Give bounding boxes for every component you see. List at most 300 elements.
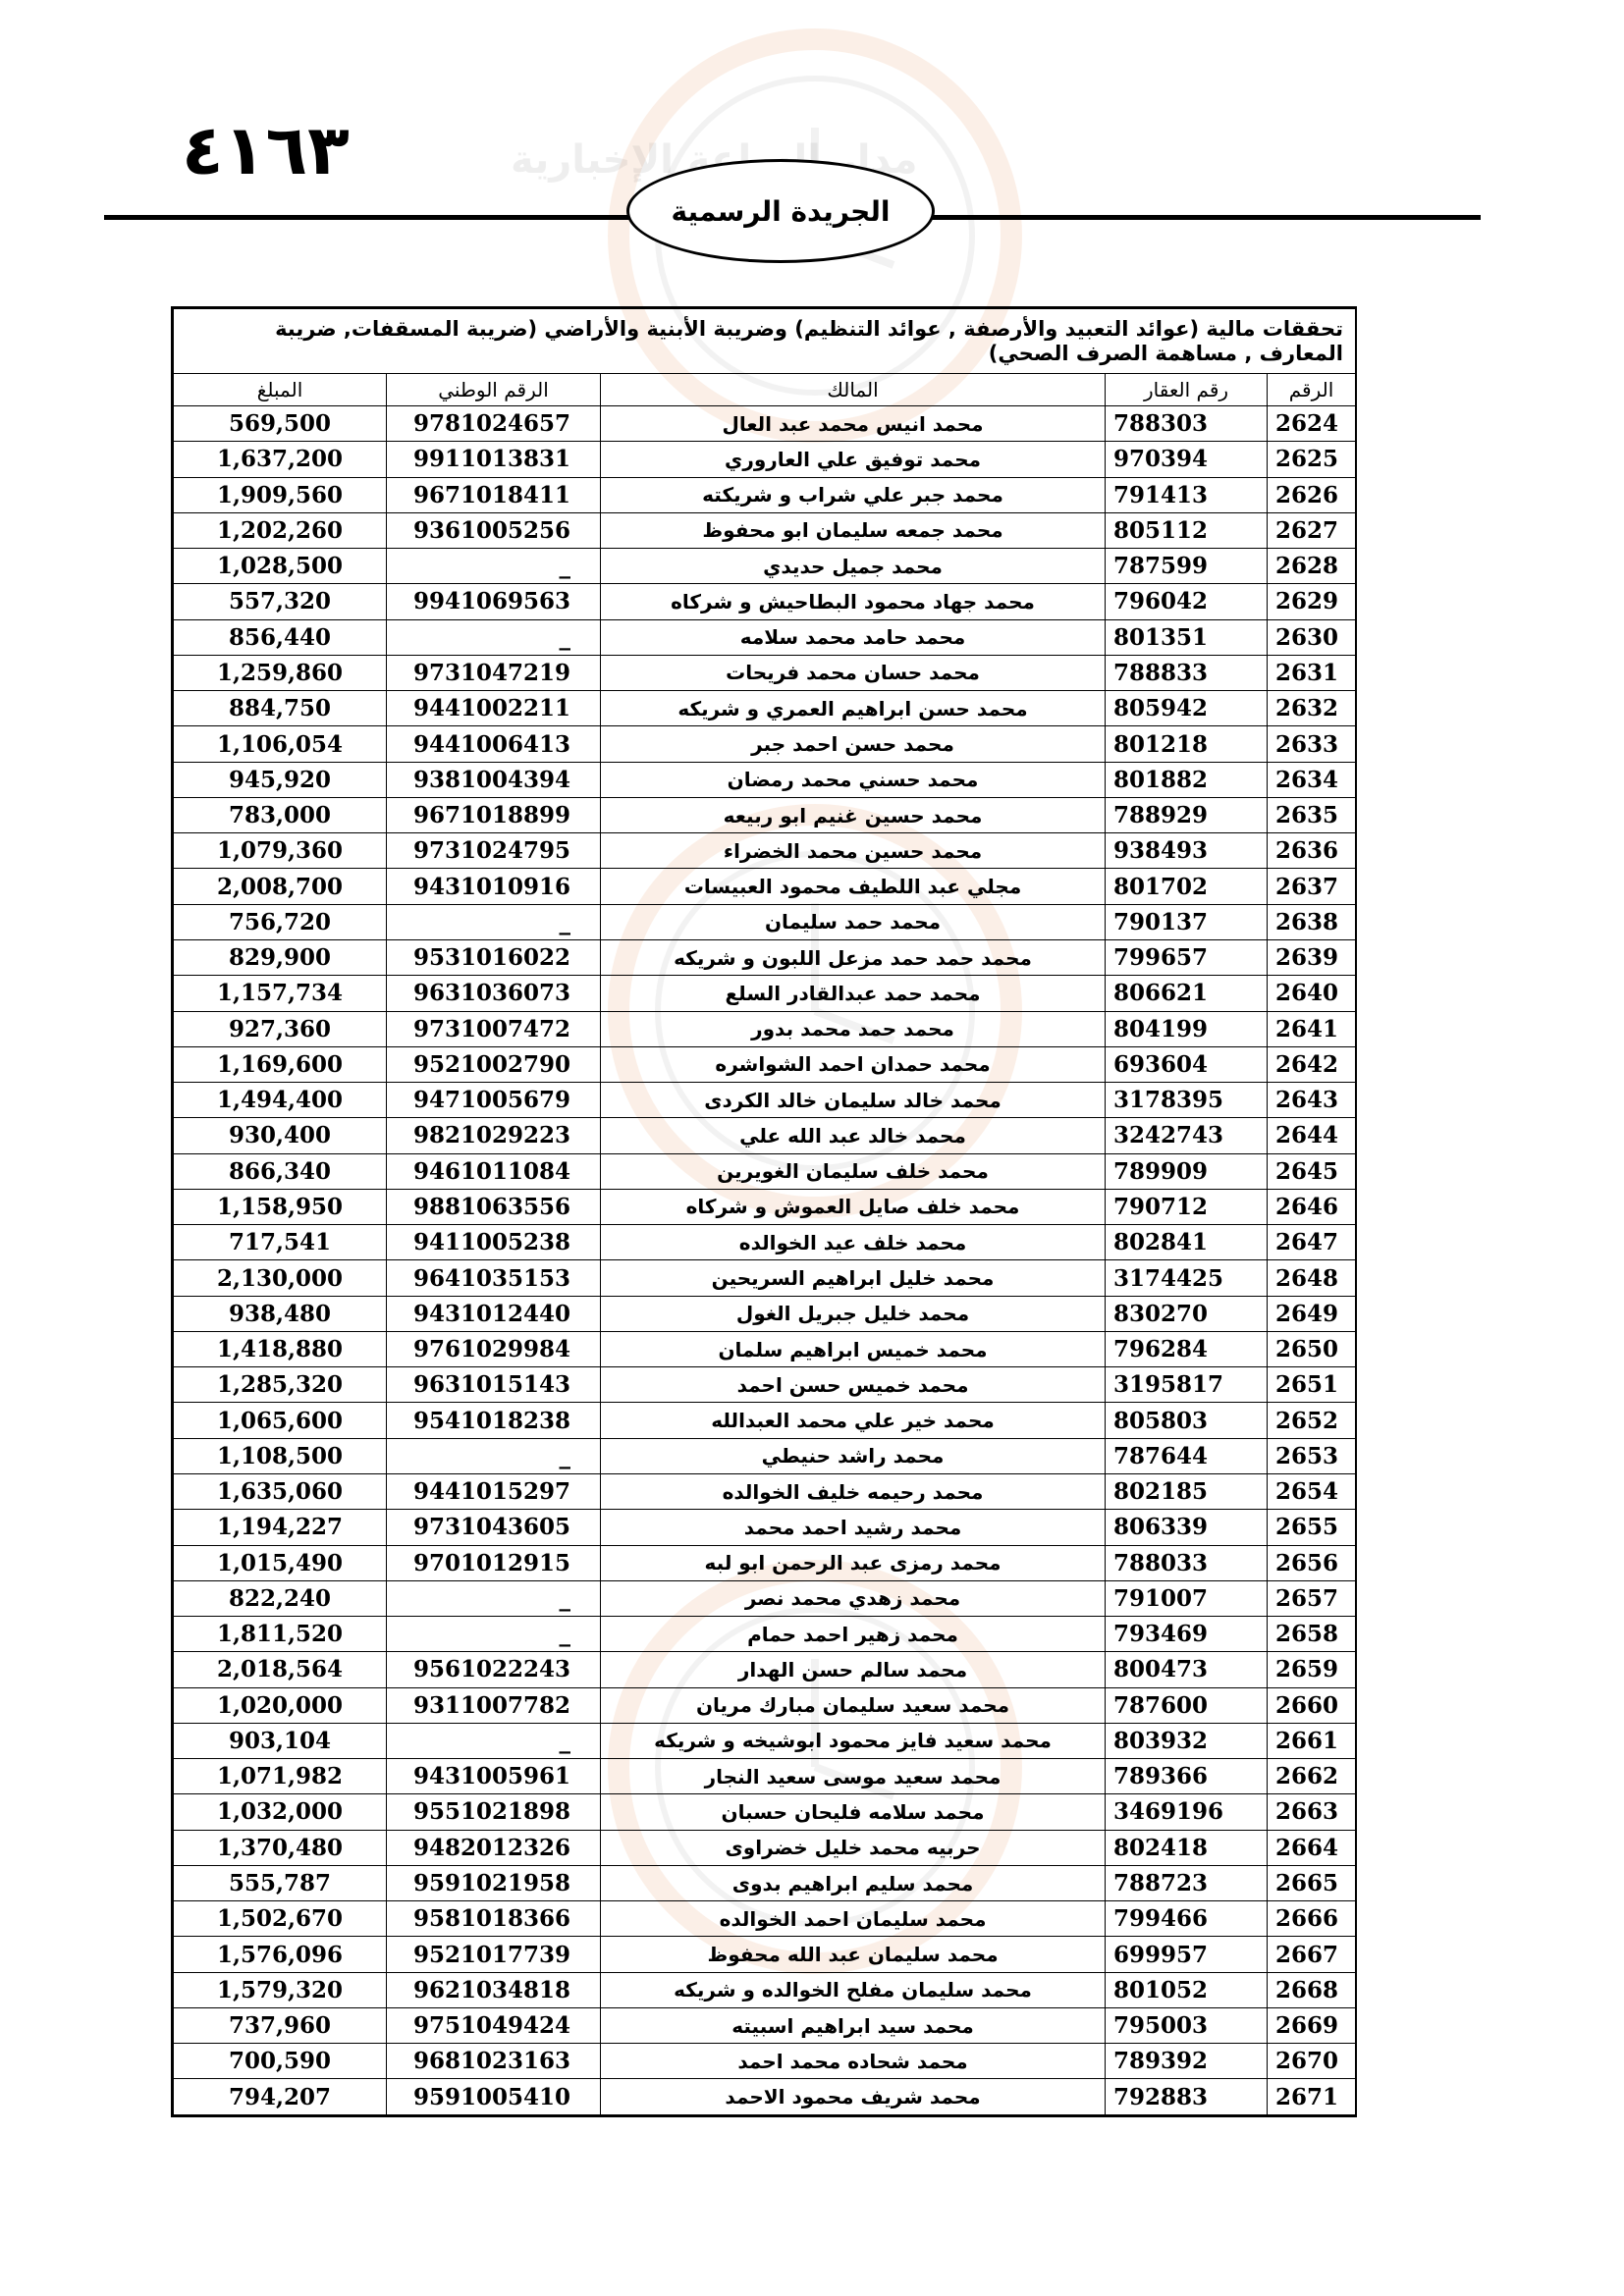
cell-property: 787600 xyxy=(1106,1687,1268,1723)
cell-national-id: 9701012915 xyxy=(387,1545,601,1580)
cell-no: 2647 xyxy=(1268,1225,1356,1260)
cell-amount: 1,106,054 xyxy=(174,726,387,762)
cell-owner: محمد سليمان احمد الخوالده xyxy=(601,1901,1106,1937)
cell-no: 2665 xyxy=(1268,1865,1356,1900)
cell-no: 2655 xyxy=(1268,1510,1356,1545)
cell-no: 2660 xyxy=(1268,1687,1356,1723)
cell-national-id: 9911013831 xyxy=(387,442,601,477)
cell-national-id: 9591021958 xyxy=(387,1865,601,1900)
cell-owner: محمد سليم ابراهيم بدوى xyxy=(601,1865,1106,1900)
cell-amount: 1,635,060 xyxy=(174,1473,387,1509)
table-row xyxy=(174,1331,1356,1366)
cell-owner: محمد رحيمه خليف الخوالده xyxy=(601,1473,1106,1509)
cell-national-id: 9521017739 xyxy=(387,1937,601,1972)
cell-no: 2642 xyxy=(1268,1046,1356,1082)
cell-amount: 938,480 xyxy=(174,1296,387,1331)
table-row xyxy=(174,1296,1356,1331)
cell-owner: محمد حسني محمد رمضان xyxy=(601,762,1106,797)
cell-national-id: 9631036073 xyxy=(387,976,601,1011)
cell-no: 2663 xyxy=(1268,1794,1356,1830)
cell-property: 799466 xyxy=(1106,1901,1268,1937)
cell-national-id: _ xyxy=(387,1580,601,1616)
table-row xyxy=(174,1687,1356,1723)
cell-no: 2654 xyxy=(1268,1473,1356,1509)
cell-property: 788929 xyxy=(1106,797,1268,832)
cell-no: 2630 xyxy=(1268,619,1356,655)
cell-national-id: _ xyxy=(387,549,601,584)
cell-national-id: 9411005238 xyxy=(387,1225,601,1260)
cell-owner: محمد سعيد سليمان مبارك مريان xyxy=(601,1687,1106,1723)
cell-owner: محمد سعيد فايز محمود ابوشيخه و شريكه xyxy=(601,1723,1106,1758)
table-row xyxy=(174,549,1356,584)
cell-owner: محمد حمد عبدالقادر السلع xyxy=(601,976,1106,1011)
table-row xyxy=(174,584,1356,619)
cell-amount: 1,637,200 xyxy=(174,442,387,477)
cell-property: 3242743 xyxy=(1106,1118,1268,1153)
cell-owner: محمد خميس حسن احمد xyxy=(601,1367,1106,1403)
cell-owner: محمد خالد عبد الله علي xyxy=(601,1118,1106,1153)
cell-national-id: 9541018238 xyxy=(387,1403,601,1438)
cell-property: 788033 xyxy=(1106,1545,1268,1580)
cell-national-id: 9941069563 xyxy=(387,584,601,619)
cell-national-id: 9591005410 xyxy=(387,2079,601,2115)
cell-no: 2666 xyxy=(1268,1901,1356,1937)
cell-no: 2658 xyxy=(1268,1617,1356,1652)
cell-property: 788303 xyxy=(1106,406,1268,442)
cell-national-id: 9361005256 xyxy=(387,512,601,548)
cell-amount: 555,787 xyxy=(174,1865,387,1900)
cell-amount: 1,157,734 xyxy=(174,976,387,1011)
table-row xyxy=(174,939,1356,975)
cell-amount: 756,720 xyxy=(174,904,387,939)
cell-owner: محمد خليل ابراهيم السريحين xyxy=(601,1260,1106,1296)
cell-no: 2640 xyxy=(1268,976,1356,1011)
cell-owner: محمد جهاد محمود البطاحيش و شركاه xyxy=(601,584,1106,619)
cell-property: 801702 xyxy=(1106,869,1268,904)
cell-national-id: 9681023163 xyxy=(387,2044,601,2079)
cell-amount: 1,071,982 xyxy=(174,1759,387,1794)
cell-property: 693604 xyxy=(1106,1046,1268,1082)
cell-amount: 1,370,480 xyxy=(174,1830,387,1865)
table-row xyxy=(174,477,1356,512)
cell-amount: 1,494,400 xyxy=(174,1083,387,1118)
cell-no: 2671 xyxy=(1268,2079,1356,2115)
cell-property: 791413 xyxy=(1106,477,1268,512)
cell-no: 2649 xyxy=(1268,1296,1356,1331)
cell-no: 2635 xyxy=(1268,797,1356,832)
cell-property: 806621 xyxy=(1106,976,1268,1011)
header-no: الرقم xyxy=(1268,374,1356,406)
table-body xyxy=(174,406,1356,2115)
cell-property: 801052 xyxy=(1106,1972,1268,2007)
cell-no: 2668 xyxy=(1268,1972,1356,2007)
table-row xyxy=(174,1545,1356,1580)
cell-no: 2657 xyxy=(1268,1580,1356,1616)
cell-no: 2632 xyxy=(1268,691,1356,726)
cell-no: 2634 xyxy=(1268,762,1356,797)
cell-amount: 1,811,520 xyxy=(174,1617,387,1652)
cell-owner: محمد سليمان عبد الله محفوظ xyxy=(601,1937,1106,1972)
cell-owner: حربيه محمد خليل خضراوى xyxy=(601,1830,1106,1865)
records-table xyxy=(173,308,1356,2115)
cell-owner: محمد سالم حسن الهدار xyxy=(601,1652,1106,1687)
table-row xyxy=(174,512,1356,548)
cell-national-id: 9671018899 xyxy=(387,797,601,832)
cell-amount: 1,285,320 xyxy=(174,1367,387,1403)
cell-no: 2631 xyxy=(1268,655,1356,690)
cell-national-id: 9551021898 xyxy=(387,1794,601,1830)
cell-amount: 866,340 xyxy=(174,1153,387,1189)
cell-property: 793469 xyxy=(1106,1617,1268,1652)
cell-property: 699957 xyxy=(1106,1937,1268,1972)
cell-property: 3178395 xyxy=(1106,1083,1268,1118)
cell-national-id: 9821029223 xyxy=(387,1118,601,1153)
records-table-wrapper xyxy=(171,306,1357,2117)
cell-national-id: 9471005679 xyxy=(387,1083,601,1118)
cell-owner: محمد حسين غنيم ابو ربيعه xyxy=(601,797,1106,832)
cell-no: 2656 xyxy=(1268,1545,1356,1580)
cell-owner: محمد خلف صايل العموش و شركاه xyxy=(601,1189,1106,1224)
cell-property: 830270 xyxy=(1106,1296,1268,1331)
cell-national-id: _ xyxy=(387,1438,601,1473)
cell-national-id: 9731024795 xyxy=(387,833,601,869)
cell-amount: 903,104 xyxy=(174,1723,387,1758)
cell-owner: محمد شريف محمود الاحمد xyxy=(601,2079,1106,2115)
cell-amount: 829,900 xyxy=(174,939,387,975)
table-row xyxy=(174,976,1356,1011)
cell-property: 805112 xyxy=(1106,512,1268,548)
table-row xyxy=(174,726,1356,762)
cell-amount: 557,320 xyxy=(174,584,387,619)
cell-amount: 1,108,500 xyxy=(174,1438,387,1473)
cell-national-id: 9761029984 xyxy=(387,1331,601,1366)
header-owner: المالك xyxy=(601,374,1106,406)
cell-owner: محمد انيس محمد عبد العال xyxy=(601,406,1106,442)
table-row xyxy=(174,1794,1356,1830)
table-row xyxy=(174,1652,1356,1687)
cell-property: 788723 xyxy=(1106,1865,1268,1900)
cell-owner: مجلي عبد اللطيف محمود العبيسات xyxy=(601,869,1106,904)
cell-property: 803932 xyxy=(1106,1723,1268,1758)
cell-property: 789366 xyxy=(1106,1759,1268,1794)
table-row xyxy=(174,1403,1356,1438)
cell-owner: محمد توفيق علي العاروري xyxy=(601,442,1106,477)
caption-row xyxy=(174,309,1356,374)
cell-amount: 1,502,670 xyxy=(174,1901,387,1937)
cell-amount: 1,079,360 xyxy=(174,833,387,869)
watermark-text: مدار الساعة الإخبارية xyxy=(511,137,918,183)
cell-national-id: 9431010916 xyxy=(387,869,601,904)
cell-amount: 1,065,600 xyxy=(174,1403,387,1438)
cell-national-id: 9381004394 xyxy=(387,762,601,797)
cell-amount: 2,008,700 xyxy=(174,869,387,904)
table-row xyxy=(174,1011,1356,1046)
table-row xyxy=(174,1937,1356,1972)
cell-national-id: 9731043605 xyxy=(387,1510,601,1545)
table-row xyxy=(174,797,1356,832)
cell-property: 970394 xyxy=(1106,442,1268,477)
cell-property: 796284 xyxy=(1106,1331,1268,1366)
cell-amount: 822,240 xyxy=(174,1580,387,1616)
cell-national-id: 9881063556 xyxy=(387,1189,601,1224)
cell-owner: محمد خميس ابراهيم سلمان xyxy=(601,1331,1106,1366)
cell-no: 2646 xyxy=(1268,1189,1356,1224)
table-row xyxy=(174,1580,1356,1616)
cell-property: 801882 xyxy=(1106,762,1268,797)
table-row xyxy=(174,1189,1356,1224)
cell-national-id: 9731047219 xyxy=(387,655,601,690)
cell-national-id: 9431012440 xyxy=(387,1296,601,1331)
cell-owner: محمد راشد حنيطي xyxy=(601,1438,1106,1473)
cell-amount: 1,202,260 xyxy=(174,512,387,548)
cell-national-id: 9751049424 xyxy=(387,2007,601,2043)
table-row xyxy=(174,904,1356,939)
cell-amount: 930,400 xyxy=(174,1118,387,1153)
cell-no: 2650 xyxy=(1268,1331,1356,1366)
cell-amount: 700,590 xyxy=(174,2044,387,2079)
cell-owner: محمد زهير احمد حمام xyxy=(601,1617,1106,1652)
cell-amount: 1,169,600 xyxy=(174,1046,387,1082)
cell-no: 2669 xyxy=(1268,2007,1356,2043)
cell-property: 938493 xyxy=(1106,833,1268,869)
cell-owner: محمد زهدي محمد نصر xyxy=(601,1580,1106,1616)
header-row xyxy=(174,374,1356,406)
cell-owner: محمد جمعه سليمان ابو محفوظ xyxy=(601,512,1106,548)
cell-owner: محمد حمد محمد بدور xyxy=(601,1011,1106,1046)
cell-national-id: _ xyxy=(387,1617,601,1652)
cell-owner: محمد رمزى عبد الرحمن ابو لبه xyxy=(601,1545,1106,1580)
cell-owner: محمد سعيد موسى سعيد النجار xyxy=(601,1759,1106,1794)
cell-property: 801351 xyxy=(1106,619,1268,655)
cell-national-id: 9311007782 xyxy=(387,1687,601,1723)
table-row xyxy=(174,2044,1356,2079)
table-row xyxy=(174,1473,1356,1509)
cell-amount: 1,576,096 xyxy=(174,1937,387,1972)
cell-national-id: _ xyxy=(387,904,601,939)
cell-no: 2633 xyxy=(1268,726,1356,762)
cell-property: 3174425 xyxy=(1106,1260,1268,1296)
cell-national-id: 9482012326 xyxy=(387,1830,601,1865)
cell-amount: 1,032,000 xyxy=(174,1794,387,1830)
cell-no: 2638 xyxy=(1268,904,1356,939)
cell-no: 2648 xyxy=(1268,1260,1356,1296)
cell-owner: محمد حسن ابراهيم العمري و شريكه xyxy=(601,691,1106,726)
cell-property: 790137 xyxy=(1106,904,1268,939)
table-caption: تحققات مالية (عوائد التعبيد والأرصفة , عوائد التنظيم) وضريبة الأبنية والأراضي (ضريبة المسقفات, ضريبة المعارف , مساهمة الصرف الصحي) xyxy=(174,309,1356,374)
table-row xyxy=(174,1118,1356,1153)
cell-no: 2645 xyxy=(1268,1153,1356,1189)
cell-amount: 2,130,000 xyxy=(174,1260,387,1296)
cell-national-id: 9781024657 xyxy=(387,406,601,442)
table-row xyxy=(174,1830,1356,1865)
cell-property: 789392 xyxy=(1106,2044,1268,2079)
cell-national-id: 9441006413 xyxy=(387,726,601,762)
table-row xyxy=(174,1225,1356,1260)
cell-no: 2670 xyxy=(1268,2044,1356,2079)
cell-owner: محمد حمد سليمان xyxy=(601,904,1106,939)
table-row xyxy=(174,442,1356,477)
cell-owner: محمد حسن احمد جبر xyxy=(601,726,1106,762)
cell-owner: محمد جميل حديدي xyxy=(601,549,1106,584)
cell-amount: 569,500 xyxy=(174,406,387,442)
cell-no: 2639 xyxy=(1268,939,1356,975)
table-row xyxy=(174,1865,1356,1900)
cell-property: 802185 xyxy=(1106,1473,1268,1509)
cell-owner: محمد حسين محمد الخضراء xyxy=(601,833,1106,869)
cell-national-id: 9581018366 xyxy=(387,1901,601,1937)
page-number: ٤١٦٣ xyxy=(182,110,350,190)
cell-no: 2637 xyxy=(1268,869,1356,904)
cell-no: 2651 xyxy=(1268,1367,1356,1403)
cell-owner: محمد جبر علي شراب و شريكته xyxy=(601,477,1106,512)
cell-amount: 927,360 xyxy=(174,1011,387,1046)
cell-owner: محمد سليمان مفلح الخوالده و شريكه xyxy=(601,1972,1106,2007)
cell-no: 2652 xyxy=(1268,1403,1356,1438)
table-row xyxy=(174,655,1356,690)
table-row xyxy=(174,1972,1356,2007)
cell-national-id: 9621034818 xyxy=(387,1972,601,2007)
cell-owner: محمد حمد حمد مزعل اللبون و شريكه xyxy=(601,939,1106,975)
header-property: رقم العقار xyxy=(1106,374,1268,406)
cell-owner: محمد حمدان احمد الشواشره xyxy=(601,1046,1106,1082)
cell-no: 2659 xyxy=(1268,1652,1356,1687)
cell-amount: 1,194,227 xyxy=(174,1510,387,1545)
table-row xyxy=(174,1260,1356,1296)
table-row xyxy=(174,869,1356,904)
cell-national-id: 9671018411 xyxy=(387,477,601,512)
cell-property: 802841 xyxy=(1106,1225,1268,1260)
cell-national-id: 9631015143 xyxy=(387,1367,601,1403)
cell-owner: محمد رشيد احمد محمد xyxy=(601,1510,1106,1545)
cell-amount: 1,418,880 xyxy=(174,1331,387,1366)
cell-amount: 1,158,950 xyxy=(174,1189,387,1224)
cell-property: 799657 xyxy=(1106,939,1268,975)
table-row xyxy=(174,1901,1356,1937)
cell-national-id: 9521002790 xyxy=(387,1046,601,1082)
cell-property: 804199 xyxy=(1106,1011,1268,1046)
cell-no: 2664 xyxy=(1268,1830,1356,1865)
cell-property: 788833 xyxy=(1106,655,1268,690)
cell-property: 792883 xyxy=(1106,2079,1268,2115)
cell-property: 802418 xyxy=(1106,1830,1268,1865)
cell-property: 791007 xyxy=(1106,1580,1268,1616)
cell-national-id: _ xyxy=(387,1723,601,1758)
cell-amount: 884,750 xyxy=(174,691,387,726)
cell-no: 2628 xyxy=(1268,549,1356,584)
cell-owner: محمد خير علي محمد العبدالله xyxy=(601,1403,1106,1438)
cell-national-id: 9731007472 xyxy=(387,1011,601,1046)
cell-property: 805942 xyxy=(1106,691,1268,726)
cell-property: 795003 xyxy=(1106,2007,1268,2043)
table-row xyxy=(174,1510,1356,1545)
cell-owner: محمد شحاده محمد احمد xyxy=(601,2044,1106,2079)
cell-amount: 1,909,560 xyxy=(174,477,387,512)
cell-no: 2641 xyxy=(1268,1011,1356,1046)
table-row xyxy=(174,1083,1356,1118)
cell-property: 3469196 xyxy=(1106,1794,1268,1830)
cell-national-id: 9531016022 xyxy=(387,939,601,975)
table-row xyxy=(174,833,1356,869)
cell-no: 2627 xyxy=(1268,512,1356,548)
cell-property: 787644 xyxy=(1106,1438,1268,1473)
cell-no: 2667 xyxy=(1268,1937,1356,1972)
cell-no: 2624 xyxy=(1268,406,1356,442)
table-row xyxy=(174,1617,1356,1652)
cell-national-id: 9461011084 xyxy=(387,1153,601,1189)
cell-no: 2661 xyxy=(1268,1723,1356,1758)
cell-national-id: _ xyxy=(387,619,601,655)
cell-no: 2625 xyxy=(1268,442,1356,477)
cell-owner: محمد سلامه فليحان حسبان xyxy=(601,1794,1106,1830)
cell-amount: 1,028,500 xyxy=(174,549,387,584)
cell-amount: 945,920 xyxy=(174,762,387,797)
cell-owner: محمد سيد ابراهيم اسبيته xyxy=(601,2007,1106,2043)
cell-owner: محمد حامد محمد سلامه xyxy=(601,619,1106,655)
cell-owner: محمد خالد سليمان خالد الكردى xyxy=(601,1083,1106,1118)
cell-amount: 856,440 xyxy=(174,619,387,655)
cell-national-id: 9441015297 xyxy=(387,1473,601,1509)
cell-no: 2626 xyxy=(1268,477,1356,512)
cell-amount: 1,259,860 xyxy=(174,655,387,690)
header-amount: المبلغ xyxy=(174,374,387,406)
cell-no: 2662 xyxy=(1268,1759,1356,1794)
cell-property: 806339 xyxy=(1106,1510,1268,1545)
table-row xyxy=(174,2079,1356,2115)
cell-national-id: 9431005961 xyxy=(387,1759,601,1794)
cell-property: 796042 xyxy=(1106,584,1268,619)
table-row xyxy=(174,1438,1356,1473)
cell-amount: 1,015,490 xyxy=(174,1545,387,1580)
cell-no: 2644 xyxy=(1268,1118,1356,1153)
cell-no: 2643 xyxy=(1268,1083,1356,1118)
cell-property: 800473 xyxy=(1106,1652,1268,1687)
table-row xyxy=(174,762,1356,797)
cell-property: 801218 xyxy=(1106,726,1268,762)
cell-amount: 737,960 xyxy=(174,2007,387,2043)
cell-property: 805803 xyxy=(1106,1403,1268,1438)
table-row xyxy=(174,1153,1356,1189)
cell-amount: 783,000 xyxy=(174,797,387,832)
cell-owner: محمد خلف عيد الخوالده xyxy=(601,1225,1106,1260)
cell-property: 789909 xyxy=(1106,1153,1268,1189)
table-row xyxy=(174,691,1356,726)
table-row xyxy=(174,2007,1356,2043)
cell-amount: 717,541 xyxy=(174,1225,387,1260)
table-row xyxy=(174,406,1356,442)
cell-amount: 1,579,320 xyxy=(174,1972,387,2007)
cell-national-id: 9441002211 xyxy=(387,691,601,726)
cell-owner: محمد حسان محمد فريحات xyxy=(601,655,1106,690)
cell-no: 2636 xyxy=(1268,833,1356,869)
table-row xyxy=(174,1759,1356,1794)
cell-national-id: 9561022243 xyxy=(387,1652,601,1687)
table-row xyxy=(174,619,1356,655)
cell-amount: 2,018,564 xyxy=(174,1652,387,1687)
table-row xyxy=(174,1046,1356,1082)
table-row xyxy=(174,1723,1356,1758)
cell-amount: 794,207 xyxy=(174,2079,387,2115)
cell-owner: محمد خلف سليمان الغويرين xyxy=(601,1153,1106,1189)
cell-no: 2629 xyxy=(1268,584,1356,619)
table-row xyxy=(174,1367,1356,1403)
cell-owner: محمد خليل جبريل الغول xyxy=(601,1296,1106,1331)
cell-no: 2653 xyxy=(1268,1438,1356,1473)
cell-property: 787599 xyxy=(1106,549,1268,584)
cell-property: 790712 xyxy=(1106,1189,1268,1224)
masthead-title: الجريدة الرسمية xyxy=(671,194,891,228)
cell-property: 3195817 xyxy=(1106,1367,1268,1403)
header-national-id: الرقم الوطني xyxy=(387,374,601,406)
